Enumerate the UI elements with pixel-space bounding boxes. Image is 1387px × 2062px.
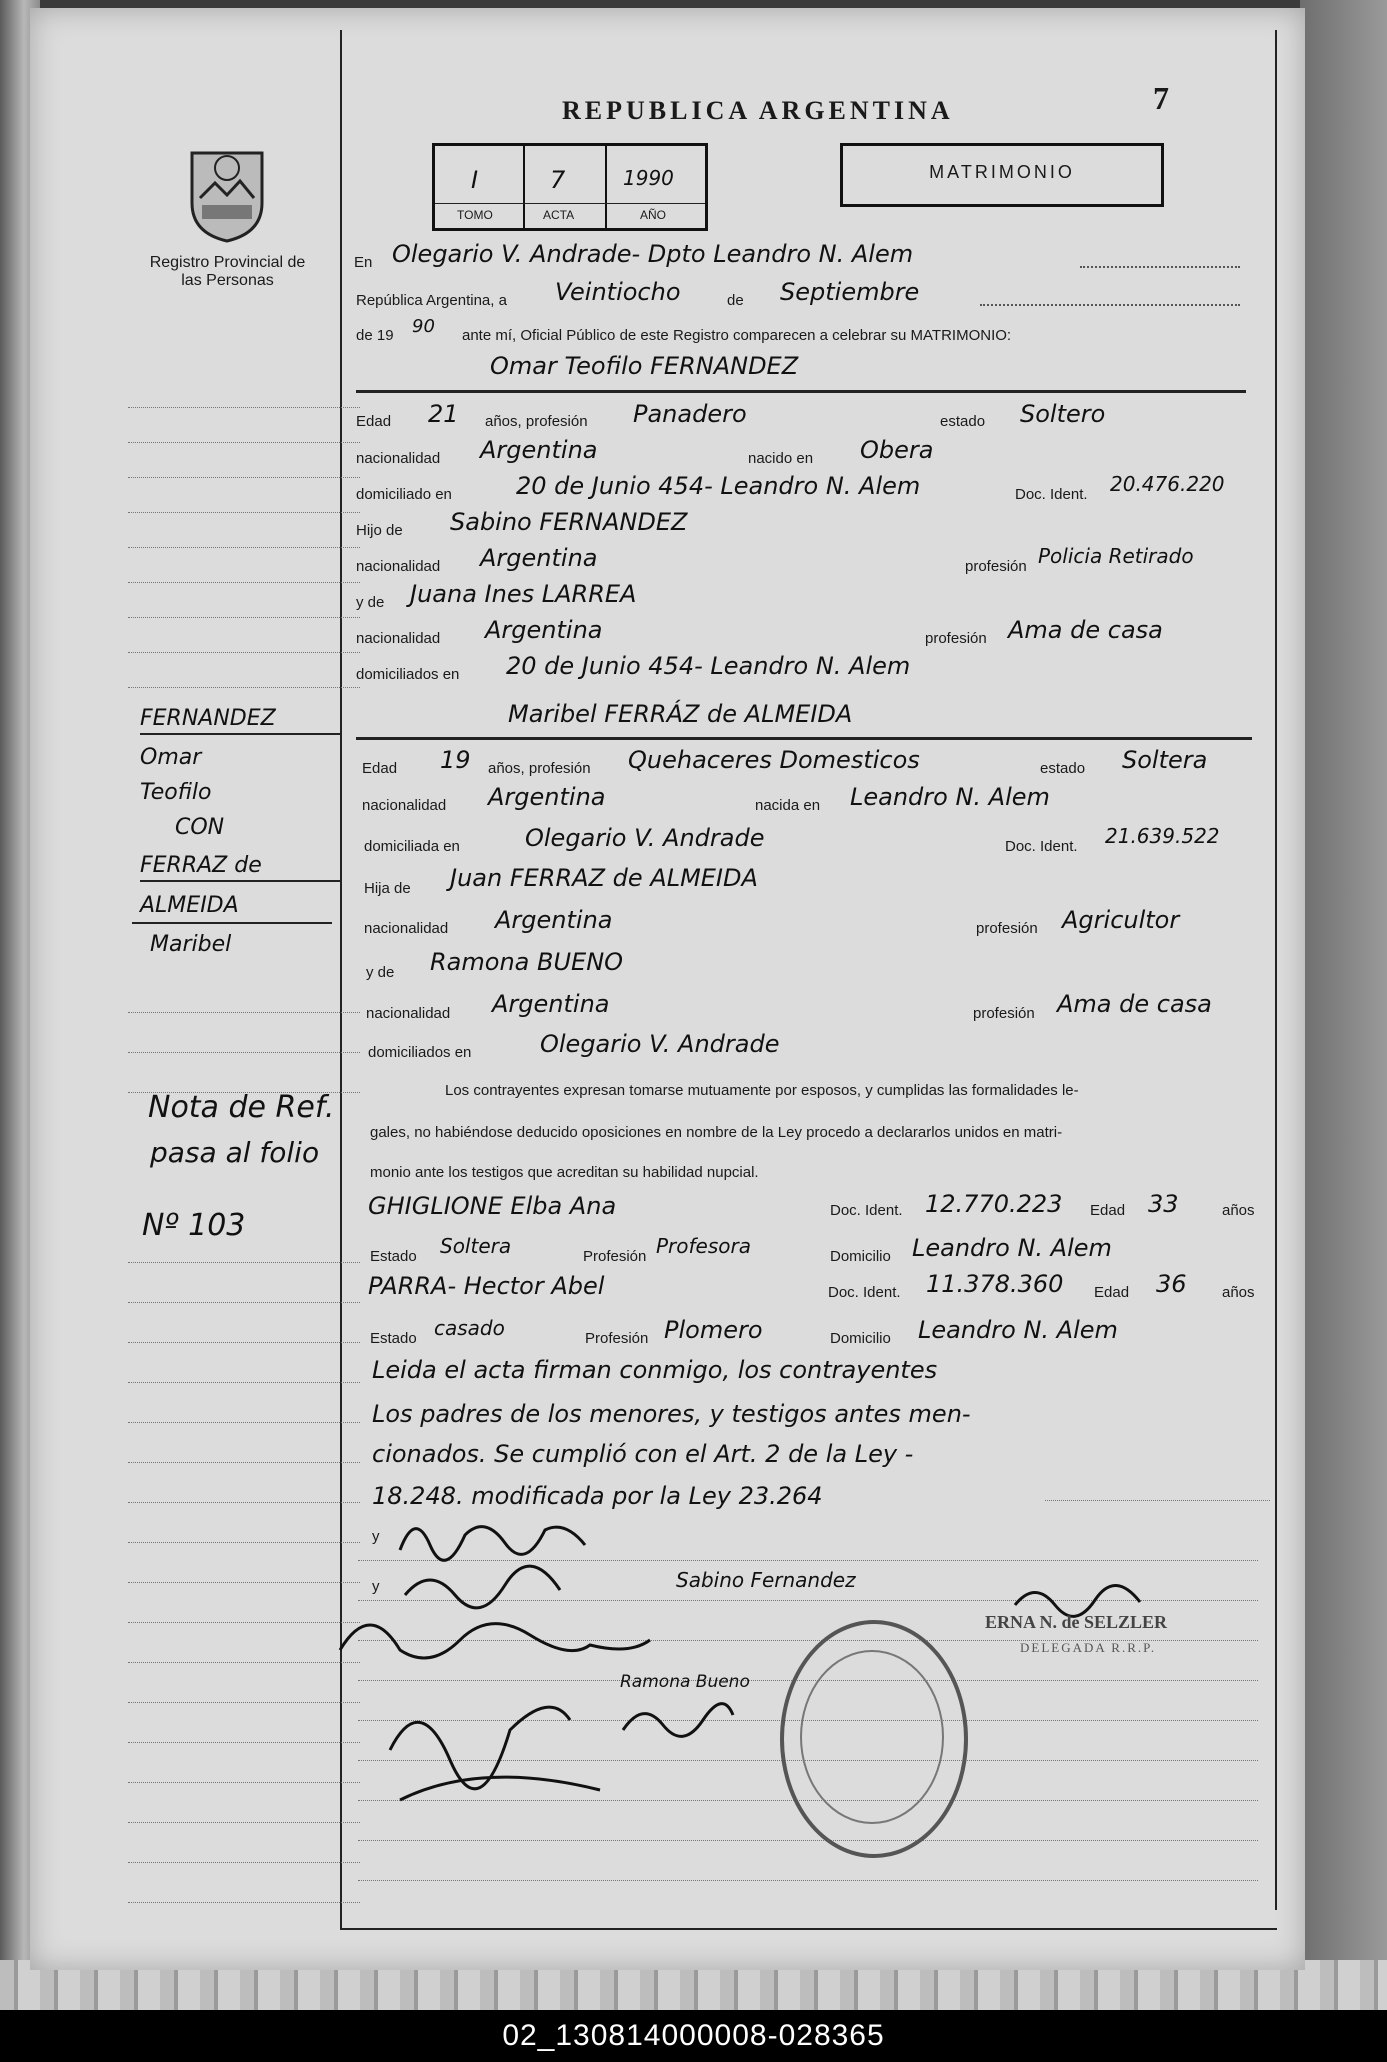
- note-line: cionados. Se cumplió con el Art. 2 de la Ley -: [372, 1440, 914, 1468]
- republic-label: República Argentina, a: [356, 292, 507, 309]
- groom-father-prof: Policia Retirado: [1038, 544, 1194, 568]
- en-label: En: [354, 254, 373, 271]
- witness1-doc: 12.770.223: [925, 1190, 1063, 1218]
- domicilio-label: Domicilio: [830, 1248, 891, 1265]
- groom-nacido: Obera: [860, 436, 934, 464]
- groom-mother-nac: Argentina: [485, 616, 603, 644]
- margin-underline: [140, 880, 340, 882]
- witness2-doc: 11.378.360: [926, 1270, 1064, 1298]
- groom-profesion: Panadero: [633, 400, 747, 428]
- ano-value: 1990: [623, 166, 674, 190]
- groom-estado: Soltero: [1020, 400, 1106, 428]
- margin-note-line: pasa al folio: [150, 1136, 320, 1169]
- bride-mother-nac: Argentina: [492, 990, 610, 1018]
- nacido-label: nacido en: [748, 450, 814, 467]
- record-type-box: [840, 143, 1164, 207]
- year-suffix: 90: [412, 316, 435, 337]
- groom-father-nac: Argentina: [480, 544, 598, 572]
- bride-mother-prof: Ama de casa: [1057, 990, 1212, 1018]
- place-value: Olegario V. Andrade- Dpto Leandro N. Alem: [392, 240, 914, 268]
- witness2-name: PARRA- Hector Abel: [368, 1272, 605, 1300]
- intro-text: ante mí, Oficial Público de este Registro comparecen a celebrar su MATRIMONIO:: [462, 327, 1012, 344]
- signature-y-label: y: [372, 1528, 380, 1545]
- official-title-stamp: DELEGADA R.R.P.: [1020, 1640, 1157, 1655]
- witness2-edad: 36: [1156, 1270, 1187, 1298]
- bride-parents-domicilio: Olegario V. Andrade: [540, 1030, 780, 1058]
- bottom-border: [340, 1928, 1277, 1930]
- witness1-profesion: Profesora: [656, 1234, 751, 1258]
- groom-domicilio: 20 de Junio 454- Leandro N. Alem: [516, 472, 921, 500]
- margin-name-line: Maribel: [150, 932, 232, 957]
- section-divider: [356, 737, 1252, 740]
- dotted-fill: [980, 304, 1240, 306]
- bride-estado: Soltera: [1122, 746, 1208, 774]
- bride-doc: 21.639.522: [1105, 824, 1220, 848]
- official-name-stamp: ERNA N. de SELZLER: [985, 1612, 1168, 1632]
- dotted-fill: [1080, 266, 1240, 268]
- hija-label: Hija de: [364, 880, 411, 897]
- witness2-profesion: Plomero: [664, 1316, 763, 1344]
- groom-name: Omar Teofilo FERNANDEZ: [490, 352, 799, 380]
- image-caption: 02_130814000008-028365: [0, 2010, 1387, 2062]
- nacionalidad-label: nacionalidad: [366, 1005, 451, 1022]
- book-edge-right: [1300, 0, 1387, 2010]
- dotted-fill: [1045, 1500, 1270, 1501]
- margin-name-line: CON: [175, 815, 225, 840]
- groom-doc: 20.476.220: [1110, 472, 1225, 496]
- doc-label: Doc. Ident.: [1005, 838, 1078, 855]
- nacionalidad-label: nacionalidad: [356, 450, 441, 467]
- edad-label: Edad: [362, 760, 398, 777]
- witness2-estado: casado: [434, 1316, 505, 1340]
- tomo-label: TOMO: [457, 208, 493, 222]
- doc-label: Doc. Ident.: [830, 1202, 903, 1219]
- nacida-label: nacida en: [755, 797, 821, 814]
- edad-label: Edad: [356, 413, 392, 430]
- note-line: Los padres de los menores, y testigos antes men-: [372, 1400, 971, 1428]
- profesion-label: Profesión: [583, 1248, 647, 1265]
- doc-label: Doc. Ident.: [828, 1284, 901, 1301]
- profesion-label: años, profesión: [485, 413, 588, 430]
- nacionalidad-label: nacionalidad: [356, 558, 441, 575]
- profesion-label: profesión: [925, 630, 987, 647]
- coat-of-arms-icon: [180, 143, 274, 243]
- anos-label: años: [1222, 1284, 1255, 1301]
- groom-parents-domicilio: 20 de Junio 454- Leandro N. Alem: [506, 652, 911, 680]
- y-de-label: y de: [356, 594, 385, 611]
- year-prefix: de 19: [356, 327, 394, 344]
- witness1-name: GHIGLIONE Elba Ana: [368, 1192, 617, 1220]
- right-border: [1275, 30, 1277, 1910]
- de-label: de: [727, 292, 744, 309]
- signature-ramona: Ramona Bueno: [620, 1672, 750, 1692]
- margin-note-line: Nota de Ref.: [148, 1090, 335, 1125]
- groom-edad: 21: [428, 400, 459, 428]
- margin-underline: [132, 922, 332, 924]
- profesion-label: profesión: [976, 920, 1038, 937]
- nacionalidad-label: nacionalidad: [362, 797, 447, 814]
- profesion-label: Profesión: [585, 1330, 649, 1347]
- section-divider: [356, 390, 1246, 393]
- acta-label: ACTA: [543, 208, 575, 222]
- bride-father-nac: Argentina: [495, 906, 613, 934]
- bride-mother: Ramona BUENO: [430, 948, 624, 976]
- signature-y-label: y: [372, 1578, 380, 1595]
- witness1-domicilio: Leandro N. Alem: [912, 1234, 1112, 1262]
- estado-label: Estado: [370, 1248, 417, 1265]
- record-id-box: [432, 143, 708, 231]
- domiciliada-label: domiciliada en: [364, 838, 460, 855]
- margin-note-line: Nº 103: [142, 1208, 246, 1243]
- acta-value: 7: [550, 166, 566, 194]
- bride-nacionalidad: Argentina: [488, 783, 606, 811]
- margin-name-line: FERRAZ de: [140, 853, 262, 878]
- bride-father-prof: Agricultor: [1062, 906, 1180, 934]
- witness1-edad: 33: [1148, 1190, 1179, 1218]
- estado-label: estado: [1040, 760, 1086, 777]
- groom-nacionalidad: Argentina: [480, 436, 598, 464]
- hijo-label: Hijo de: [356, 522, 403, 539]
- ano-label: AÑO: [640, 208, 667, 222]
- profesion-label: profesión: [965, 558, 1027, 575]
- record-type: MATRIMONIO: [929, 162, 1075, 182]
- domicilio-label: Domicilio: [830, 1330, 891, 1347]
- month-value: Septiembre: [780, 278, 920, 306]
- declaration-line: Los contrayentes expresan tomarse mutuamente por esposos, y cumplidas las formalidades le-: [445, 1082, 1079, 1099]
- margin-name-line: FERNANDEZ: [140, 706, 276, 731]
- groom-mother-prof: Ama de casa: [1008, 616, 1163, 644]
- nacionalidad-label: nacionalidad: [356, 630, 441, 647]
- domiciliados-label: domiciliados en: [368, 1044, 472, 1061]
- bride-edad: 19: [440, 746, 471, 774]
- estado-label: Estado: [370, 1330, 417, 1347]
- day-value: Veintiocho: [555, 278, 681, 306]
- margin-name-line: Teofilo: [140, 780, 212, 805]
- groom-father: Sabino FERNANDEZ: [450, 508, 688, 536]
- domiciliados-label: domiciliados en: [356, 666, 460, 683]
- signature-sabino: Sabino Fernandez: [676, 1568, 856, 1592]
- edad-label: Edad: [1090, 1202, 1126, 1219]
- domicilio-label: domiciliado en: [356, 486, 452, 503]
- folio-number: 7: [1153, 80, 1169, 116]
- groom-mother: Juana Ines LARREA: [410, 580, 637, 608]
- witness2-domicilio: Leandro N. Alem: [918, 1316, 1118, 1344]
- bride-name: Maribel FERRÁZ de ALMEIDA: [508, 700, 853, 728]
- bride-father: Juan FERRAZ de ALMEIDA: [450, 864, 758, 892]
- page-title: REPUBLICA ARGENTINA: [562, 96, 954, 125]
- note-line: Leida el acta firman conmigo, los contrayentes: [372, 1356, 938, 1384]
- signature-witness2: [380, 1670, 610, 1815]
- margin-underline: [140, 733, 340, 735]
- bride-nacida: Leandro N. Alem: [850, 783, 1050, 811]
- profesion-label: años, profesión: [488, 760, 591, 777]
- y-de-label: y de: [366, 964, 395, 981]
- note-line: 18.248. modificada por la Ley 23.264: [372, 1482, 823, 1510]
- bride-domicilio: Olegario V. Andrade: [525, 824, 765, 852]
- tomo-value: I: [471, 166, 479, 194]
- signature-ramona-mark: [618, 1695, 738, 1750]
- doc-label: Doc. Ident.: [1015, 486, 1088, 503]
- margin-name-line: Omar: [140, 745, 202, 770]
- edad-label: Edad: [1094, 1284, 1130, 1301]
- anos-label: años: [1222, 1202, 1255, 1219]
- official-seal-inner: [800, 1650, 944, 1824]
- estado-label: estado: [940, 413, 986, 430]
- bride-profesion: Quehaceres Domesticos: [628, 746, 920, 774]
- nacionalidad-label: nacionalidad: [364, 920, 449, 937]
- witness1-estado: Soltera: [440, 1234, 512, 1258]
- margin-name-line: ALMEIDA: [140, 893, 239, 918]
- registry-label: Registro Provincial de las Personas: [149, 254, 306, 289]
- declaration-line: gales, no habiéndose deducido oposiciones en nombre de la Ley procedo a declararlos unidos en matri-: [370, 1124, 1063, 1141]
- declaration-line: monio ante los testigos que acreditan su habilidad nupcial.: [370, 1164, 759, 1181]
- profesion-label: profesión: [973, 1005, 1035, 1022]
